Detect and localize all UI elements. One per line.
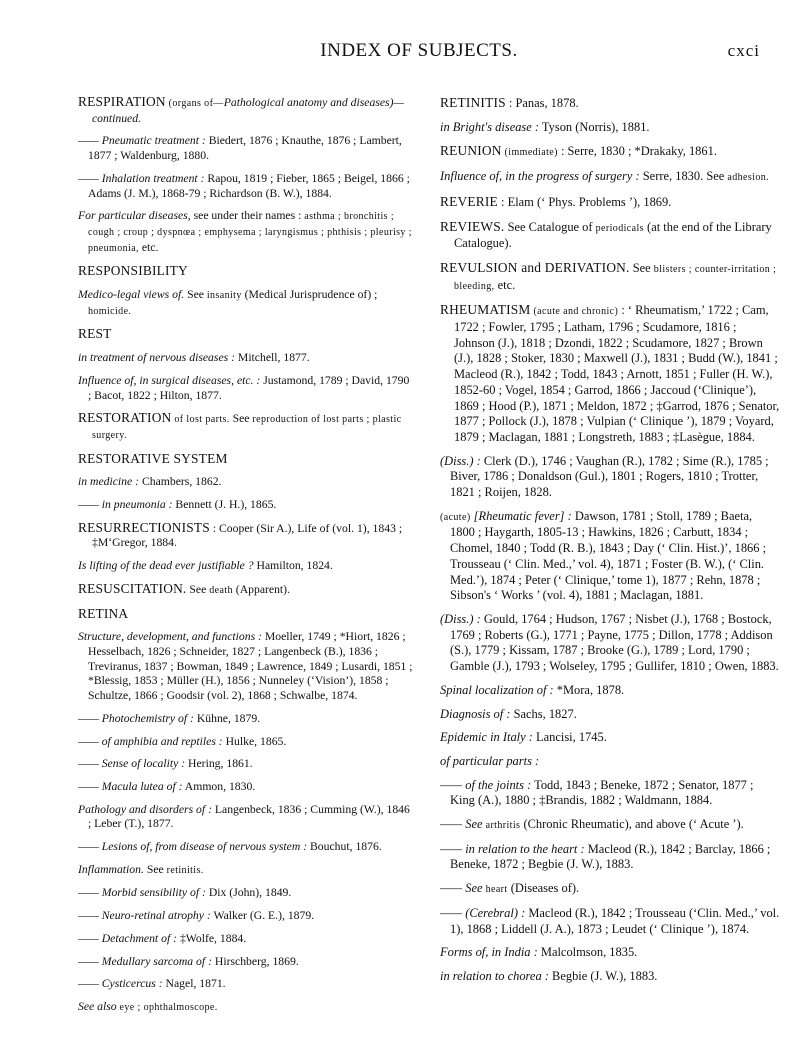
index-entry: [78, 264, 413, 280]
subentry-heading: —— of the joints :: [440, 777, 532, 792]
page-header: [78, 40, 760, 70]
entry-text: : ‘ Rheumatism,’ 1722 ; Cam, 1722 ; Fowler, 1795 ; Latham, 1796 ; Scudamore, 1816 ; Johnson (J.), 1818 ; Dzondi, 1822 ; Scudamore, 1827 ; Brown (J.), 1828 ; Stoker, 1830 ; Maxwell (J.), 1831 ; Budd (W.), 1841 ; Macleod (R.), 1842 ; Todd, 1843 ; Arnott, 1851 ; Fuller (H. W.), 1852-60 ; Vogel, 1854 ; Garrod, 1866 ; Jaccoud (‘Clinique’), 1869 ; Hood (P.), 1871 ; Meldon, 1872 ; ‡Garrod, 1876 ; Senator, 1877 ; Pollock (J.), 1878 ; Vulpian (‘ Clinique ’), 1879 ; Voyard, 1879 ; Maclagan, 1881 ; Longstreth, 1883 ; ‡Lasègue, 1884.: [454, 303, 780, 444]
subentry-heading: in treatment of nervous diseases :: [78, 351, 235, 365]
cross-reference: eye ; ophthalmoscope.: [119, 1001, 218, 1013]
subentry-text: Serre, 1830. See: [639, 169, 728, 184]
subentry-heading: Inflammation.: [78, 862, 144, 876]
index-subentry: [78, 955, 413, 970]
subentry-text: See: [184, 288, 207, 302]
subentry-text: Biedert, 1876 ; Knauthe, 1876 ; Lambert, 1877 ; Waldenburg, 1880.: [88, 134, 402, 163]
entry-text: : Elam (‘ Phys. Problems ’), 1869.: [497, 194, 672, 209]
subentry-text: *Mora, 1878.: [553, 682, 625, 697]
entry-heading: RESPIRATION: [78, 94, 166, 109]
index-entry: [78, 607, 413, 623]
subentry-heading: —— See: [440, 817, 483, 832]
subentry-text: Malcolmson, 1835.: [537, 945, 638, 960]
subentry-text: Bennett (J. H.), 1865.: [172, 498, 277, 512]
subentry-text: Ammon, 1830.: [182, 779, 256, 793]
subentry-heading: —— Cysticercus :: [78, 977, 163, 991]
entry-heading: RESUSCITATION.: [78, 580, 187, 596]
index-subentry: [440, 778, 780, 809]
subentry-text: Sachs, 1827.: [510, 706, 577, 721]
subentry-heading: —— See: [440, 881, 483, 896]
cross-reference: periodicals: [595, 222, 644, 234]
subentry-heading: —— in relation to the heart :: [440, 841, 585, 856]
index-subentry: [78, 209, 413, 256]
subentry-text: Clerk (D.), 1746 ; Vaughan (R.), 1782 ; Sime (R.), 1785 ; Biver, 1786 ; Donaldson (Gul.), 1801 ; Rogers, 1810 ; Trotter, 1821 ; Roijen, 1828.: [450, 453, 769, 500]
entry-heading: REUNION: [440, 143, 502, 159]
index-subentry: [78, 932, 413, 947]
entry-text: See: [229, 412, 253, 426]
index-subentry: [78, 1000, 413, 1016]
index-subentry: [78, 803, 413, 832]
subentry-heading: Structure, development, and functions :: [78, 630, 262, 644]
subentry-heading: —— Medullary sarcoma of :: [78, 954, 212, 968]
cross-reference: asthma ; bronchitis ; cough ; croup ; dyspnœa ; emphysema ; laryngismus ; phthisis ; pleurisy ; pneumonia,: [88, 211, 412, 254]
index-subentry: [78, 909, 413, 924]
index-entry: [440, 95, 780, 112]
index-subentry: [440, 683, 780, 699]
index-subentry: [78, 735, 413, 750]
cross-reference: insanity: [206, 290, 242, 302]
subentry-text: Justamond, 1789 ; David, 1790 ; Bacot, 1822 ; Hilton, 1877.: [88, 373, 410, 402]
subentry-text: Hering, 1861.: [185, 757, 253, 771]
index-entry: [440, 260, 780, 294]
subentry-heading: —— Sense of locality :: [78, 757, 186, 771]
index-subentry: [78, 863, 413, 879]
entry-qualifier: of lost parts.: [171, 414, 230, 426]
entry-qualifier: (organs of—: [165, 98, 224, 109]
subentry-heading: —— Pneumatic treatment :: [78, 134, 206, 148]
index-subentry: [440, 707, 780, 723]
subentry-heading: —— Detachment of :: [78, 931, 178, 945]
index-subentry: [440, 612, 780, 675]
entry-text: : Cooper (Sir A.), Life of (vol. 1), 1843 ; ‡M‘Gregor, 1884.: [92, 521, 403, 550]
subentry-text: Hirschberg, 1869.: [211, 954, 299, 968]
subentry-heading: Influence of, in surgical diseases, etc. :: [78, 373, 261, 387]
index-entry: [78, 95, 413, 126]
index-subentry: [78, 757, 413, 772]
subentry-text: Dawson, 1781 ; Stoll, 1789 ; Baeta, 1800 ; Haygarth, 1805-13 ; Hawkins, 1826 ; Carbutt, 1834 ; Chomel, 1840 ; Todd (R. B.), 1843 ; Day (‘ Clin. Hist.)’, 1866 ; Trousseau (‘ Clin. Med.,’ vol. 4), 1871 ; Foster (B. W.), (‘ Clin. Med.’), 1874 ; Peter (‘ Clinique,’ tome 1), 1877 ; Rehn, 1878 ; Sibson's ‘ Works ’ (vol. 4), 1881 ; Maclagan, 1881.: [450, 508, 767, 603]
index-entry: [440, 143, 780, 161]
index-subentry: [78, 288, 413, 319]
cross-reference: arthritis: [485, 820, 521, 832]
subentry-text: (Chronic Rheumatic), and above (‘ Acute ’).: [520, 817, 744, 832]
index-subentry: [440, 945, 780, 961]
subentry-text: Nagel, 1871.: [162, 977, 226, 991]
subentry-heading: (Diss.) :: [440, 453, 481, 468]
index-subentry: [78, 840, 413, 855]
index-subentry: [78, 712, 413, 727]
subentry-heading: in medicine :: [78, 475, 140, 489]
cross-reference: adhesion.: [727, 172, 770, 184]
cross-reference: death: [209, 584, 233, 596]
subentry-text: Langenbeck, 1836 ; Cumming (W.), 1846 ; Leber (T.), 1877.: [88, 802, 410, 831]
subentry-text: Chambers, 1862.: [139, 475, 222, 489]
cross-reference: reproduction of lost parts ; plastic surgery.: [92, 414, 402, 441]
entry-heading: RESTORATIVE SYSTEM: [78, 450, 228, 466]
page-title: INDEX OF SUBJECTS.: [320, 40, 518, 61]
subentry-text: (Medical Jurisprudence of) ;: [241, 288, 378, 302]
subentry-qualifier: (acute): [440, 511, 471, 523]
subentry-text: Hulke, 1865.: [222, 734, 287, 748]
entry-text: : Serre, 1830 ; *Drakaky, 1861.: [557, 144, 717, 159]
subentry-heading: Diagnosis of :: [440, 706, 511, 721]
subentry-heading: —— Lesions of, from disease of nervous system :: [78, 840, 308, 854]
entry-text: : Panas, 1878.: [505, 96, 579, 110]
index-subentry: [78, 134, 413, 163]
index-entry: [78, 452, 413, 468]
subentry-heading: —— in pneumonia :: [78, 498, 173, 512]
index-subentry: [440, 754, 780, 770]
entry-heading: RESPONSIBILITY: [78, 263, 188, 279]
entry-text: See: [629, 260, 654, 275]
subentry-text: Gould, 1764 ; Hudson, 1767 ; Nisbet (J.), 1768 ; Bostock, 1769 ; Roberts (G.), 1771 ; Payne, 1775 ; Dillon, 1778 ; Addison (S.), 1779 ; Kissam, 1787 ; Brooke (G.), 1789 ; Lord, 1790 ; Gamble (J.), 1793 ; Wolseley, 1795 ; Gullifer, 1810 ; Owen, 1883.: [450, 611, 779, 674]
subentry-text: Moeller, 1749 ; *Hiort, 1826 ; Hesselbach, 1826 ; Schneider, 1827 ; Langenbeck (B.), 1836 ; Treviranus, 1837 ; Bowman, 1849 ; Lawrence, 1849 ; Lusardi, 1851 ; *Blessig, 1853 ; Müller (H.), 1856 ; Nunneley (‘Vision’), 1858 ; Schultze, 1866 ; Goodsir (vol. 2), 1868 ; Schwalbe, 1874.: [88, 630, 413, 703]
subentry-text: see under their names :: [190, 209, 305, 223]
entry-text: (Apparent).: [232, 582, 290, 596]
subentry-heading: Forms of, in India :: [440, 945, 538, 960]
subentry-text: Bouchut, 1876.: [307, 840, 382, 854]
index-subentry: [78, 351, 413, 366]
subentry-text: Hamilton, 1824.: [253, 559, 333, 573]
subentry-text: Lancisi, 1745.: [532, 730, 607, 745]
index-subentry: [440, 842, 780, 873]
cross-reference: blisters ; counter-irritation ; bleeding,: [454, 263, 777, 292]
index-subentry: [78, 374, 413, 403]
index-subentry: [440, 169, 780, 186]
subentry-heading: in relation to chorea :: [440, 968, 549, 983]
entry-qualifier: (acute and chronic): [530, 306, 619, 318]
subentry-heading: Spinal localization of :: [440, 682, 554, 697]
cross-reference: homicide.: [88, 305, 132, 317]
entry-text: etc.: [494, 277, 516, 292]
subentry-text: Begbie (J. W.), 1883.: [548, 968, 658, 983]
subentry-heading: —— Morbid sensibility of :: [78, 886, 206, 900]
subentry-text: Dix (John), 1849.: [205, 886, 292, 900]
index-subentry: [78, 886, 413, 901]
index-subentry: [78, 977, 413, 992]
subentry-heading: Is lifting of the dead ever justifiable ?: [78, 559, 254, 573]
index-subentry: [440, 817, 780, 834]
index-subentry: [440, 509, 780, 604]
entry-text: See: [186, 582, 210, 596]
entry-heading: RHEUMATISM: [440, 302, 531, 318]
entry-heading: RETINA: [78, 605, 129, 621]
subentry-text: (Diseases of).: [507, 881, 580, 896]
subentry-text: Todd, 1843 ; Beneke, 1872 ; Senator, 1877 ; King (A.), 1880 ; ‡Brandis, 1882 ; Waldmann, 1884.: [450, 777, 754, 808]
subentry-heading: —— Neuro-retinal atrophy :: [78, 909, 211, 923]
subentry-text: Kühne, 1879.: [193, 711, 261, 725]
subentry-heading: See also: [78, 999, 117, 1013]
index-subentry: [78, 172, 413, 201]
subentry-heading: —— of amphibia and reptiles :: [78, 734, 223, 748]
index-subentry: [78, 498, 413, 513]
entry-heading: REVIEWS.: [440, 218, 505, 234]
subentry-heading: —— (Cerebral) :: [440, 905, 526, 920]
entry-text: See Catalogue of: [504, 219, 596, 234]
subentry-heading: For particular diseases,: [78, 209, 191, 223]
left-column: [78, 95, 413, 1024]
index-entry: [78, 327, 413, 343]
subentry-text: Mitchell, 1877.: [235, 351, 310, 365]
subentry-text: Rapou, 1819 ; Fieber, 1865 ; Beigel, 1866 ; Adams (J. M.), 1868-79 ; Richardson (B. W.), 1884.: [88, 171, 410, 200]
subentry-heading: (Diss.) :: [440, 611, 481, 626]
index-subentry: [78, 780, 413, 795]
subentry-heading: of particular parts :: [440, 753, 540, 768]
entry-heading: RESURRECTIONISTS: [78, 519, 210, 535]
entry-heading: RETINITIS: [440, 95, 506, 110]
subentry-heading: in Bright's disease :: [440, 119, 540, 134]
index-subentry: [440, 881, 780, 898]
entry-text: (at the end of the Library Catalogue).: [454, 219, 772, 251]
subentry-heading: Pathology and disorders of :: [78, 802, 212, 816]
subentry-text: Walker (G. E.), 1879.: [210, 909, 315, 923]
subentry-heading: —— Inhalation treatment :: [78, 171, 205, 185]
index-subentry: [78, 630, 413, 704]
subentry-text: ‡Wolfe, 1884.: [177, 931, 247, 945]
cross-reference: retinitis.: [166, 864, 204, 876]
index-entry: [78, 582, 413, 599]
index-entry: [440, 302, 780, 445]
index-subentry: [78, 475, 413, 490]
subentry-heading: —— Macula lutea of :: [78, 779, 183, 793]
index-subentry: [440, 906, 780, 937]
index-subentry: [440, 120, 780, 136]
subentry-heading: [Rheumatic fever] :: [470, 508, 572, 523]
entry-qualifier-italic: Pathological anatomy and diseases)—continued.: [92, 96, 404, 125]
subentry-text: See: [143, 862, 167, 876]
index-subentry: [440, 969, 780, 985]
index-subentry: [440, 730, 780, 746]
right-column: [440, 95, 780, 993]
subentry-text: etc.: [138, 240, 159, 254]
page-number: cxci: [727, 41, 760, 60]
subentry-text: Tyson (Norris), 1881.: [539, 119, 650, 134]
cross-reference: heart: [485, 884, 508, 896]
index-entry: [440, 219, 780, 252]
entry-heading: REVERIE: [440, 193, 498, 209]
entry-qualifier: (immediate): [501, 147, 558, 159]
index-subentry: [78, 559, 413, 574]
subentry-text: Macleod (R.), 1842 ; Trousseau (‘Clin. Med.,’ vol. 1), 1868 ; Liddell (J. A.), 1873 ; Leudet (‘ Clinique ’), 1874.: [450, 905, 780, 936]
index-entry: [78, 521, 413, 551]
subentry-heading: Influence of, in the progress of surgery :: [440, 169, 640, 184]
subentry-text: Macleod (R.), 1842 ; Barclay, 1866 ; Beneke, 1872 ; Begbie (J. W.), 1883.: [450, 841, 771, 872]
entry-heading: REVULSION and DERIVATION.: [440, 259, 630, 275]
subentry-heading: Medico-legal views of.: [78, 288, 185, 302]
entry-heading: REST: [78, 326, 112, 342]
subentry-heading: Epidemic in Italy :: [440, 730, 533, 745]
index-subentry: [440, 454, 780, 501]
index-entry: [78, 411, 413, 443]
subentry-heading: —— Photochemistry of :: [78, 711, 194, 725]
entry-heading: RESTORATION: [78, 410, 172, 426]
index-entry: [440, 194, 780, 211]
